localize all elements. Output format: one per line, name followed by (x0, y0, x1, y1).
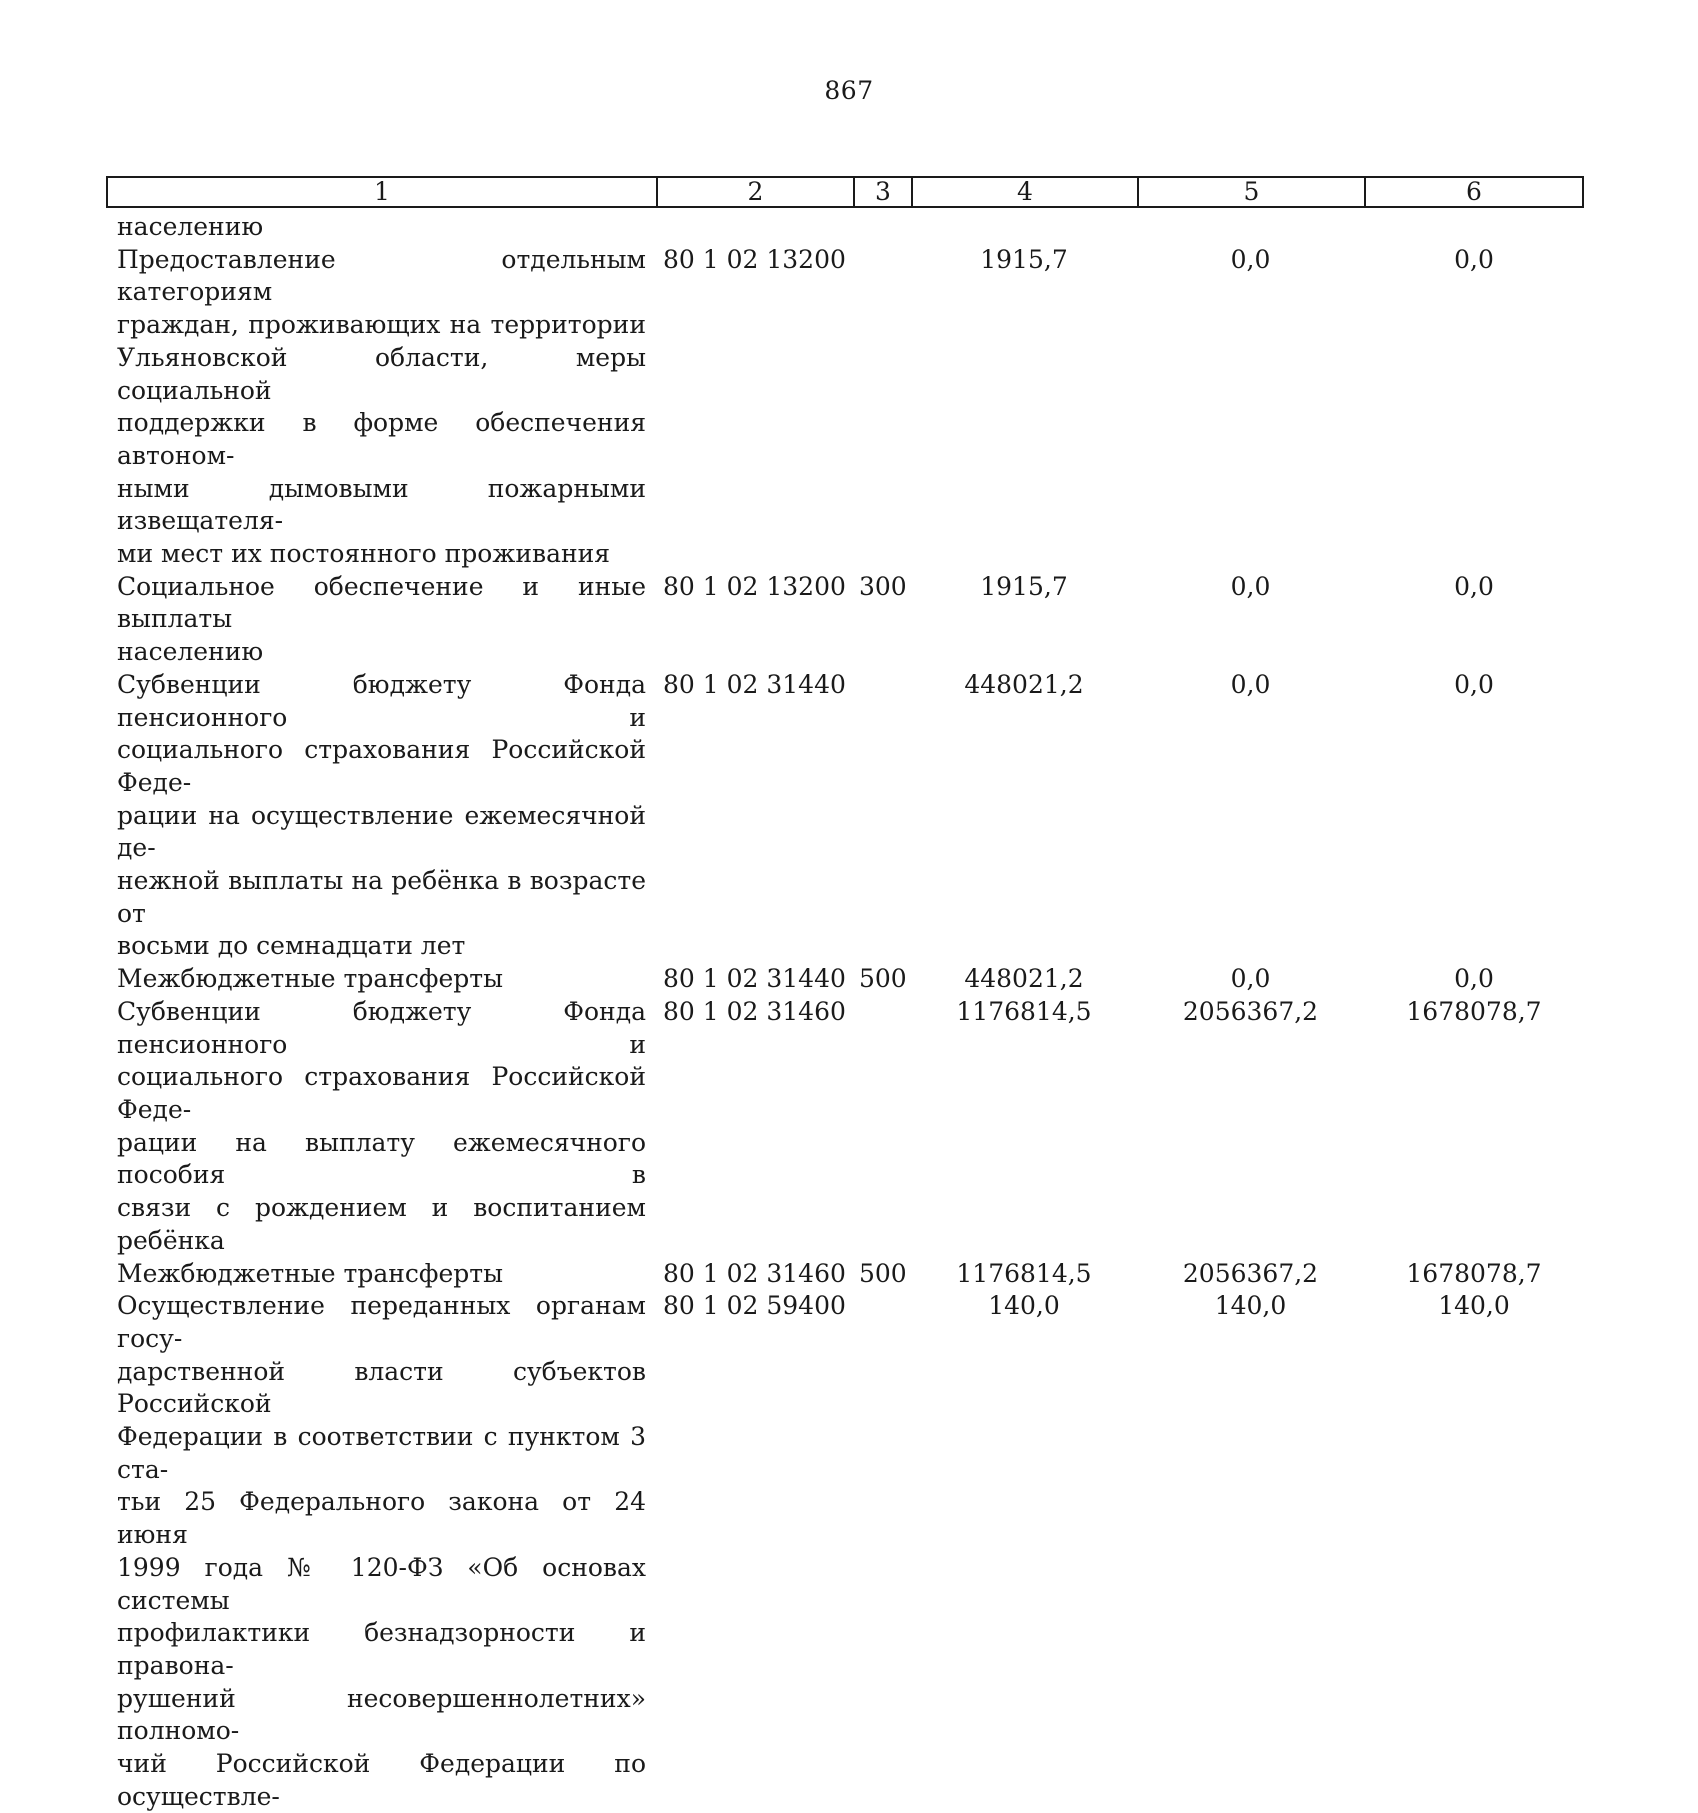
table-row (106, 1258, 1584, 1291)
row-name-line: чий Российской Федерации по осуществле- (117, 1749, 646, 1811)
table-header-row (106, 176, 1584, 208)
row-name-line: ми мест их постоянного проживания (117, 539, 611, 569)
row-expense-type: 500 (859, 1258, 907, 1288)
table-row (106, 1290, 1584, 1813)
row-value-col4: 140,0 (988, 1291, 1060, 1321)
column-header-4: 4 (913, 178, 1139, 206)
table-row (106, 963, 1584, 996)
row-value-col4: 448021,2 (964, 669, 1084, 699)
row-value-col5: 0,0 (1230, 964, 1271, 994)
row-name (106, 1258, 646, 1291)
row-name-line: социального страхования Российской Феде- (117, 735, 646, 797)
row-value-col4: 1176814,5 (956, 996, 1092, 1026)
row-value-col5: 140,0 (1214, 1291, 1287, 1321)
row-value-col5: 2056367,2 (1182, 996, 1319, 1026)
row-name-line: Межбюджетные трансферты (117, 964, 504, 994)
row-name-line: восьми до семнадцати лет (117, 931, 466, 961)
row-code: 80 1 02 13200 (663, 571, 846, 601)
row-value-col4: 1915,7 (980, 571, 1068, 601)
row-value-col6: 0,0 (1454, 571, 1494, 601)
row-name-line: граждан, проживающих на территории (117, 310, 646, 340)
row-name-line: ными дымовыми пожарными извещателя- (117, 473, 646, 536)
row-value-col6: 0,0 (1454, 964, 1494, 994)
row-code: 80 1 02 31460 (663, 996, 846, 1026)
column-header-6: 6 (1466, 177, 1482, 206)
row-value-col6: 1678078,7 (1406, 1258, 1542, 1288)
row-name-line: тьи 25 Федерального закона от 24 июня (117, 1487, 646, 1550)
row-name (106, 669, 646, 963)
row-value-col5: 0,0 (1230, 669, 1271, 699)
row-code: 80 1 02 31440 (663, 964, 846, 994)
row-expense-type: 500 (859, 964, 907, 994)
table-body (106, 211, 1584, 1813)
row-name-line: населению (117, 212, 264, 241)
row-code: 80 1 02 31440 (663, 669, 846, 699)
row-value-col5: 0,0 (1230, 571, 1271, 601)
row-name-line: Федерации в соответствии с пунктом 3 ста- (117, 1422, 646, 1484)
row-code: 80 1 02 31460 (663, 1258, 846, 1288)
table-row (106, 996, 1584, 1258)
row-name-line: 1999 года № 120-ФЗ «Об основах системы (117, 1552, 646, 1615)
row-name (106, 244, 646, 571)
row-name-line: рации на выплату ежемесячного пособия в (117, 1127, 646, 1190)
row-code: 80 1 02 59400 (663, 1291, 846, 1321)
row-name-line: Субвенции бюджету Фонда пенсионного и (117, 996, 646, 1059)
row-name-line: Субвенции бюджету Фонда пенсионного и (117, 669, 646, 732)
row-value-col6: 0,0 (1454, 669, 1494, 699)
row-name (106, 996, 646, 1258)
row-name-line: Межбюджетные трансферты (117, 1258, 504, 1288)
row-name-line: поддержки в форме обеспечения автоном- (117, 408, 646, 470)
row-name-line: связи с рождением и воспитанием ребёнка (117, 1193, 646, 1255)
row-name-line: дарственной власти субъектов Российской (117, 1356, 646, 1419)
row-name (106, 211, 646, 244)
row-name-line: Ульяновской области, меры социальной (117, 342, 646, 405)
row-value-col6: 0,0 (1454, 244, 1494, 274)
row-value-col5: 2056367,2 (1182, 1258, 1319, 1288)
column-header-2: 2 (658, 178, 855, 206)
row-value-col4: 448021,2 (964, 964, 1084, 994)
page-number: 867 (824, 76, 874, 105)
row-name-line: Предоставление отдельным категориям (117, 244, 646, 307)
table-row (106, 571, 1584, 669)
row-name-line: Осуществление переданных органам госу- (117, 1291, 646, 1353)
row-value-col6: 1678078,7 (1406, 996, 1542, 1026)
row-name-line: нежной выплаты на ребёнка в возрасте от (117, 866, 646, 928)
row-name (106, 963, 646, 996)
row-name-line: населению (117, 637, 264, 667)
row-name-line: профилактики безнадзорности и правона- (117, 1618, 646, 1680)
table-row (106, 211, 1584, 244)
row-name-line: рации на осуществление ежемесячной де- (117, 800, 646, 863)
column-header-3: 3 (855, 178, 913, 206)
row-value-col4: 1176814,5 (956, 1258, 1092, 1288)
row-name-line: социального страхования Российской Феде- (117, 1062, 646, 1124)
row-value-col5: 0,0 (1230, 244, 1271, 274)
row-value-col6: 140,0 (1438, 1291, 1510, 1321)
row-name (106, 571, 646, 669)
row-expense-type: 300 (859, 571, 907, 601)
table-row (106, 669, 1584, 963)
table-row (106, 244, 1584, 571)
column-header-1: 1 (108, 178, 658, 206)
column-header-5: 5 (1139, 178, 1366, 206)
row-name (106, 1290, 646, 1813)
row-code: 80 1 02 13200 (663, 244, 846, 274)
row-name-line: Социальное обеспечение и иные выплаты (117, 571, 646, 634)
row-value-col4: 1915,7 (980, 244, 1068, 274)
row-name-line: рушений несовершеннолетних» полномо- (117, 1683, 646, 1746)
